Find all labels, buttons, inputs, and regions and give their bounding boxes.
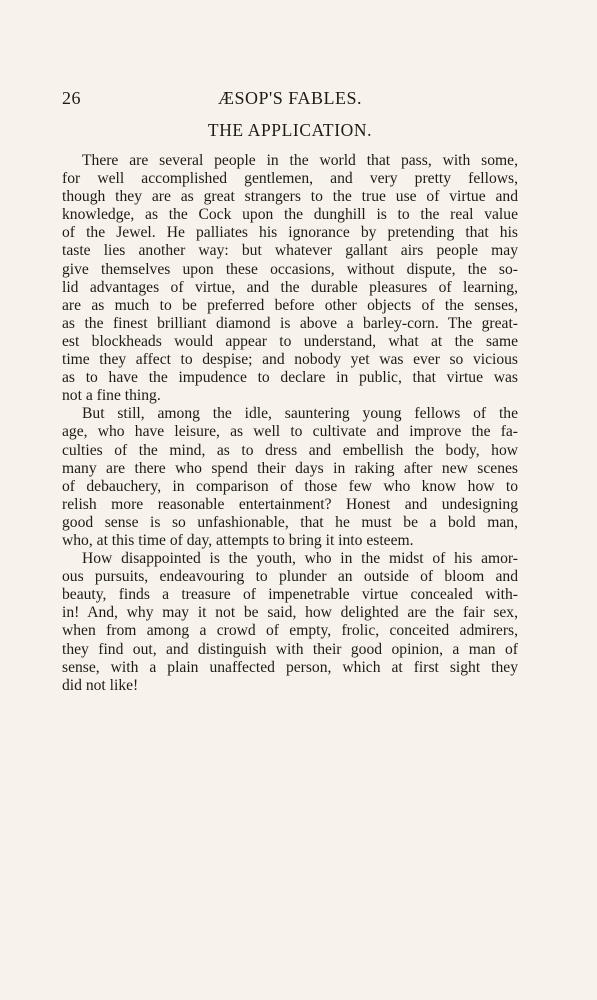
text-line: There are several people in the world that pass, with some,: [82, 152, 518, 169]
text-line: But still, among the idle, sauntering young fellows of the: [82, 405, 518, 423]
page-header: [62, 88, 518, 112]
text-line: ous pursuits, endeavouring to plunder an outside of bloom and: [62, 568, 518, 586]
text-line: are as much to be preferred before other objects of the senses,: [62, 296, 518, 314]
text-line: age, who have leisure, as well to cultivate and improve the fa-: [62, 423, 518, 441]
text-line: knowledge, as the Cock upon the dunghill is to the real value: [62, 206, 518, 224]
text-line: many are there who spend their days in raking after new scenes: [62, 459, 518, 477]
text-line: for well accomplished gentlemen, and very pretty fellows,: [62, 170, 518, 188]
paragraph: [62, 550, 518, 695]
text-line: of debauchery, in comparison of those few who know how to: [62, 477, 518, 495]
text-line: taste lies another way: but whatever gallant airs people may: [62, 242, 518, 260]
text-line: good sense is so unfashionable, that he must be a bold man,: [62, 513, 518, 531]
text-line: How disappointed is the youth, who in the midst of his amor-: [82, 550, 518, 568]
paragraph: [62, 405, 518, 550]
body-text: [62, 152, 518, 695]
text-line: time they affect to despise; and nobody yet was ever so vicious: [62, 351, 518, 369]
text-line: lid advantages of virtue, and the durable pleasures of learning,: [62, 278, 518, 296]
text-line: they find out, and distinguish with their good opinion, a man of: [62, 640, 518, 658]
text-line: as the finest brilliant diamond is above a barley-corn. The great-: [62, 314, 518, 332]
text-line: of the Jewel. He palliates his ignorance by pretending that his: [62, 224, 518, 242]
section-title: THE APPLICATION.: [207, 120, 373, 140]
running-title: ÆSOP'S FABLES.: [218, 88, 362, 108]
text-line: in! And, why may it not be said, how delighted are the fair sex,: [62, 604, 518, 622]
text-line: not a fine thing.: [62, 387, 161, 405]
text-line: culties of the mind, as to dress and embellish the body, how: [62, 441, 518, 459]
text-line: as to have the impudence to declare in public, that virtue was: [62, 369, 518, 387]
page-number: 26: [62, 88, 81, 108]
text-line: beauty, finds a treasure of impenetrable virtue concealed with-: [62, 586, 518, 604]
text-line: did not like!: [62, 676, 139, 694]
text-line: est blockheads would appear to understand, what at the same: [62, 332, 518, 350]
text-line: though they are as great strangers to the true use of virtue and: [62, 188, 518, 206]
text-line: who, at this time of day, attempts to bring it into esteem.: [62, 531, 414, 549]
text-line: give themselves upon these occasions, without dispute, the so-: [62, 260, 518, 278]
text-line: when from among a crowd of empty, frolic, conceited admirers,: [62, 622, 518, 640]
paragraph: [62, 152, 518, 405]
text-line: sense, with a plain unaffected person, which at first sight they: [62, 658, 518, 676]
text-line: relish more reasonable entertainment? Honest and undesigning: [62, 495, 518, 513]
